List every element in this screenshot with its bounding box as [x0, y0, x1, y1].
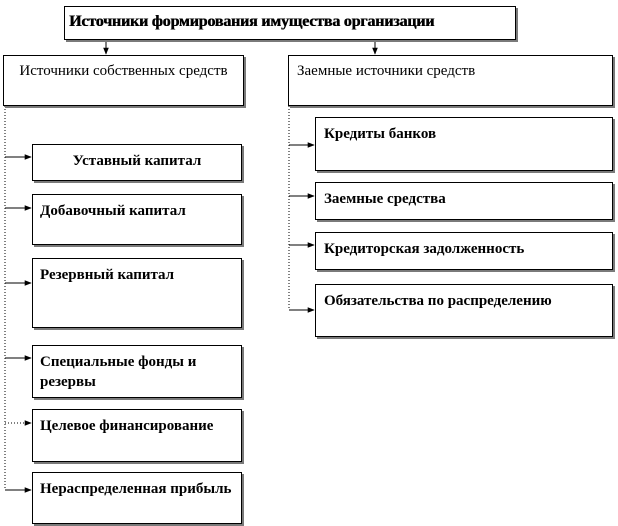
own-item-label: Специальные фонды и резервы	[40, 354, 197, 390]
own-item-label: Нераспределенная прибыль	[40, 481, 232, 497]
own-item-authorized-capital	[32, 144, 242, 181]
borrowed-item-label: Обязательства по распределению	[324, 293, 552, 309]
own-sources-heading-box	[3, 55, 244, 106]
borrowed-item-distribution-obligations	[315, 284, 613, 337]
own-item-label: Резервный капитал	[40, 267, 175, 283]
own-item-label: Уставный капитал	[72, 153, 202, 169]
borrowed-item-label: Кредиторская задолженность	[324, 241, 525, 257]
borrowed-item-bank-loans	[315, 117, 613, 171]
own-item-retained-earnings	[32, 472, 242, 524]
diagram-title-box	[64, 6, 516, 40]
own-item-label: Целевое финансирование	[40, 418, 214, 434]
borrowed-sources-heading: Заемные источники средств	[297, 63, 476, 79]
own-item-reserve-capital	[32, 258, 242, 328]
own-item-additional-capital	[32, 194, 242, 245]
own-item-target-financing	[32, 409, 242, 462]
borrowed-item-label: Кредиты банков	[324, 126, 437, 142]
diagram-title: Источники формирования имущества организации	[69, 13, 435, 30]
borrowed-item-accounts-payable	[315, 232, 613, 270]
borrowed-item-label: Заемные средства	[324, 191, 446, 207]
borrowed-item-borrowed-funds	[315, 182, 613, 220]
own-item-special-funds	[32, 345, 242, 398]
own-item-label: Добавочный капитал	[40, 203, 186, 219]
own-sources-heading: Источники собственных средств	[19, 63, 228, 79]
borrowed-sources-heading-box	[288, 55, 613, 106]
